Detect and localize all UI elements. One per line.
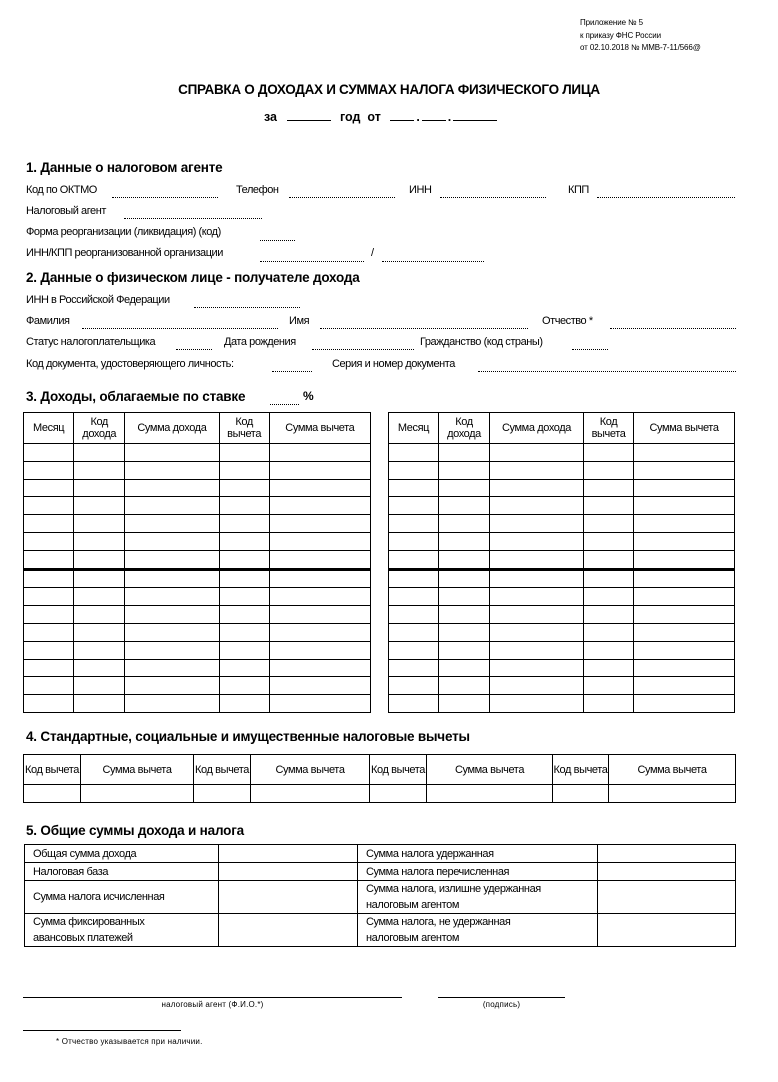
table-cell[interactable] (219, 623, 269, 641)
table-header-row (24, 755, 736, 785)
citizenship-field[interactable] (572, 349, 608, 350)
table-row (24, 695, 371, 713)
table-cell[interactable] (584, 588, 634, 606)
table-cell[interactable] (634, 532, 735, 550)
table-cell[interactable] (490, 659, 584, 677)
table-cell[interactable] (439, 497, 490, 515)
table-cell[interactable] (24, 515, 74, 533)
table-cell[interactable] (219, 588, 269, 606)
table-cell[interactable] (553, 785, 609, 803)
table-row (389, 515, 735, 533)
reorg-form-label: Форма реорганизации (ликвидация) (код) (26, 226, 221, 238)
table-cell[interactable] (74, 532, 125, 550)
section4-heading: 4. Стандартные, социальные и имущественные налоговые вычеты (26, 729, 470, 744)
table-cell[interactable] (439, 532, 490, 550)
table-cell[interactable] (439, 588, 490, 606)
inn-rf-field[interactable] (194, 307, 300, 308)
table-row (24, 461, 371, 479)
col-deduction-sum-1: Сумма вычета (81, 755, 194, 785)
table-cell[interactable] (74, 606, 125, 624)
table-row (389, 695, 735, 713)
table-cell[interactable] (389, 606, 439, 624)
table-cell[interactable] (439, 569, 490, 588)
section3-heading: 3. Доходы, облагаемые по ставке (26, 389, 246, 404)
tax-not-withheld-value[interactable] (598, 914, 736, 947)
table-row (24, 569, 371, 588)
document-title: СПРАВКА О ДОХОДАХ И СУММАХ НАЛОГА ФИЗИЧЕСКОГО ЛИЦА (178, 82, 600, 97)
inn-field[interactable] (440, 197, 546, 198)
table-cell[interactable] (74, 550, 125, 569)
table-cell[interactable] (269, 606, 370, 624)
table-cell[interactable] (269, 588, 370, 606)
table-cell[interactable] (439, 695, 490, 713)
table-cell[interactable] (389, 569, 439, 588)
table-cell[interactable] (389, 461, 439, 479)
table-row (389, 588, 735, 606)
phone-field[interactable] (289, 197, 395, 198)
income-table-right (388, 412, 735, 713)
table-cell[interactable] (125, 515, 219, 533)
table-cell[interactable] (269, 515, 370, 533)
table-cell[interactable] (439, 479, 490, 497)
table-cell[interactable] (269, 659, 370, 677)
totals-row (25, 863, 736, 881)
table-cell[interactable] (24, 606, 74, 624)
kpp-field[interactable] (597, 197, 735, 198)
table-cell[interactable] (584, 677, 634, 695)
table-row (389, 569, 735, 588)
total-income-value[interactable] (219, 845, 358, 863)
table-cell[interactable] (24, 659, 74, 677)
table-cell[interactable] (251, 785, 370, 803)
table-cell[interactable] (74, 497, 125, 515)
table-row (24, 479, 371, 497)
table-cell[interactable] (74, 588, 125, 606)
table-cell[interactable] (269, 532, 370, 550)
table-cell[interactable] (219, 550, 269, 569)
table-cell[interactable] (219, 606, 269, 624)
table-cell[interactable] (74, 461, 125, 479)
table-cell[interactable] (389, 695, 439, 713)
table-cell[interactable] (125, 569, 219, 588)
table-cell[interactable] (219, 641, 269, 659)
table-cell[interactable] (490, 497, 584, 515)
appendix-line-2: к приказу ФНС России (580, 30, 662, 40)
oktmo-field[interactable] (112, 197, 218, 198)
col-month: Месяц (389, 413, 439, 444)
phone-label: Телефон (236, 184, 279, 196)
table-cell[interactable] (74, 641, 125, 659)
slash-separator: / (371, 247, 374, 259)
table-cell[interactable] (490, 515, 584, 533)
table-cell[interactable] (24, 569, 74, 588)
doc-number-label: Серия и номер документа (332, 358, 455, 370)
subtitle-za: за (264, 110, 278, 124)
totals-row (25, 845, 736, 863)
table-cell[interactable] (634, 606, 735, 624)
tax-base-label: Налоговая база (25, 863, 219, 881)
section2-heading: 2. Данные о физическом лице - получателе дохода (26, 270, 360, 285)
section5-heading: 5. Общие суммы дохода и налога (26, 823, 244, 838)
table-cell[interactable] (439, 461, 490, 479)
doc-code-field[interactable] (272, 371, 312, 372)
table-cell[interactable] (219, 497, 269, 515)
table-row (24, 515, 371, 533)
table-cell[interactable] (125, 623, 219, 641)
table-cell[interactable] (389, 497, 439, 515)
table-cell[interactable] (74, 444, 125, 462)
col-deduction-sum-2: Сумма вычета (251, 755, 370, 785)
table-row (24, 606, 371, 624)
reorg-inn-field[interactable] (260, 261, 364, 262)
oktmo-label: Код по ОКТМО (26, 184, 97, 196)
table-cell[interactable] (389, 515, 439, 533)
table-cell[interactable] (125, 550, 219, 569)
tax-transferred-label: Сумма налога перечисленная (358, 863, 598, 881)
table-cell[interactable] (584, 550, 634, 569)
table-cell[interactable] (24, 497, 74, 515)
table-cell[interactable] (634, 515, 735, 533)
inn-rf-label: ИНН в Российской Федерации (26, 294, 170, 306)
table-cell[interactable] (634, 444, 735, 462)
table-row (389, 479, 735, 497)
col-deduction-sum: Сумма вычета (269, 413, 370, 444)
deductions-table (23, 754, 736, 803)
col-deduction-sum-3: Сумма вычета (427, 755, 553, 785)
table-cell[interactable] (269, 695, 370, 713)
table-cell[interactable] (634, 588, 735, 606)
table-cell[interactable] (490, 550, 584, 569)
date-dot: . (416, 110, 420, 124)
tax-withheld-label: Сумма налога удержанная (358, 845, 598, 863)
table-cell[interactable] (584, 515, 634, 533)
section1-heading: 1. Данные о налоговом агенте (26, 160, 223, 175)
table-row (24, 497, 371, 515)
table-cell[interactable] (125, 444, 219, 462)
income-table-left (23, 412, 371, 713)
table-cell[interactable] (269, 550, 370, 569)
percent-sign: % (303, 389, 314, 403)
table-cell[interactable] (634, 641, 735, 659)
agent-name-caption: налоговый агент (Ф.И.О.*) (161, 1000, 264, 1009)
tax-overwithheld-value[interactable] (598, 881, 736, 914)
tax-calculated-value[interactable] (219, 881, 358, 914)
col-income-sum: Сумма дохода (490, 413, 584, 444)
table-cell[interactable] (490, 479, 584, 497)
table-cell[interactable] (24, 588, 74, 606)
table-row (24, 623, 371, 641)
signature-caption: (подпись) (482, 1000, 521, 1009)
table-cell[interactable] (74, 515, 125, 533)
table-cell[interactable] (427, 785, 553, 803)
tax-not-withheld-label: Сумма налога, не удержанная налоговым агентом (358, 914, 598, 947)
reorg-inn-kpp-label: ИНН/КПП реорганизованной организации (26, 247, 223, 259)
col-deduction-code-2: Код вычета (194, 755, 251, 785)
table-cell[interactable] (24, 641, 74, 659)
table-cell[interactable] (389, 550, 439, 569)
table-cell[interactable] (490, 588, 584, 606)
table-cell[interactable] (24, 461, 74, 479)
appendix-line-1: Приложение № 5 (580, 18, 643, 27)
table-cell[interactable] (490, 569, 584, 588)
table-cell[interactable] (439, 677, 490, 695)
table-cell[interactable] (125, 606, 219, 624)
table-cell[interactable] (439, 444, 490, 462)
table-cell[interactable] (219, 695, 269, 713)
table-row (389, 606, 735, 624)
col-deduction-code-3: Код вычета (370, 755, 427, 785)
table-cell[interactable] (24, 695, 74, 713)
totals-row (25, 881, 736, 914)
table-cell[interactable] (219, 569, 269, 588)
table-cell[interactable] (219, 479, 269, 497)
table-row (24, 532, 371, 550)
table-cell[interactable] (125, 479, 219, 497)
table-cell[interactable] (584, 479, 634, 497)
table-cell[interactable] (269, 569, 370, 588)
table-row (389, 659, 735, 677)
birthdate-label: Дата рождения (224, 336, 296, 348)
table-row (24, 550, 371, 569)
table-cell[interactable] (389, 677, 439, 695)
table-cell[interactable] (584, 444, 634, 462)
patronymic-field[interactable] (610, 328, 736, 329)
col-income-code: Код дохода (439, 413, 490, 444)
table-cell[interactable] (584, 659, 634, 677)
tax-withheld-value[interactable] (598, 845, 736, 863)
table-cell[interactable] (490, 606, 584, 624)
table-row (389, 623, 735, 641)
reorg-form-field[interactable] (260, 240, 295, 241)
table-cell[interactable] (439, 606, 490, 624)
col-deduction-sum: Сумма вычета (634, 413, 735, 444)
table-cell[interactable] (634, 461, 735, 479)
table-cell[interactable] (219, 659, 269, 677)
col-deduction-sum-4: Сумма вычета (609, 755, 736, 785)
citizenship-label: Гражданство (код страны) (420, 336, 543, 348)
table-cell[interactable] (490, 444, 584, 462)
table-cell[interactable] (219, 461, 269, 479)
table-cell[interactable] (194, 785, 251, 803)
table-cell[interactable] (490, 677, 584, 695)
table-cell[interactable] (439, 641, 490, 659)
subtitle-god-ot: год от (339, 110, 381, 124)
table-cell[interactable] (634, 497, 735, 515)
table-header-row (389, 413, 735, 444)
table-cell[interactable] (634, 677, 735, 695)
appendix-line-3: от 02.10.2018 № ММВ-7-11/566@ (580, 43, 701, 52)
tax-base-value[interactable] (219, 863, 358, 881)
table-cell[interactable] (634, 479, 735, 497)
birthdate-field[interactable] (312, 349, 414, 350)
table-cell[interactable] (439, 659, 490, 677)
table-row (389, 497, 735, 515)
year-field[interactable] (287, 106, 331, 121)
table-cell[interactable] (81, 785, 194, 803)
table-cell[interactable] (439, 550, 490, 569)
table-cell[interactable] (74, 569, 125, 588)
table-cell[interactable] (269, 641, 370, 659)
agent-field[interactable] (124, 218, 262, 219)
table-cell[interactable] (125, 641, 219, 659)
fixed-advance-label: Сумма фиксированных авансовых платежей (25, 914, 219, 947)
tax-transferred-value[interactable] (598, 863, 736, 881)
doc-code-label: Код документа, удостоверяющего личность: (26, 358, 234, 370)
table-cell[interactable] (490, 532, 584, 550)
document-subtitle (264, 106, 497, 124)
table-cell[interactable] (125, 532, 219, 550)
table-cell[interactable] (584, 606, 634, 624)
table-row (24, 641, 371, 659)
table-cell[interactable] (219, 677, 269, 695)
name-field[interactable] (320, 328, 528, 329)
table-cell[interactable] (24, 550, 74, 569)
table-cell[interactable] (584, 569, 634, 588)
agent-label: Налоговый агент (26, 205, 106, 217)
col-deduction-code: Код вычета (584, 413, 634, 444)
table-cell[interactable] (370, 785, 427, 803)
table-cell[interactable] (584, 641, 634, 659)
col-deduction-code: Код вычета (219, 413, 269, 444)
table-cell[interactable] (269, 497, 370, 515)
date-dot: . (447, 110, 452, 124)
table-cell[interactable] (269, 479, 370, 497)
totals-row (25, 914, 736, 947)
doc-number-field[interactable] (478, 371, 736, 372)
fixed-advance-value[interactable] (219, 914, 358, 947)
table-cell[interactable] (584, 695, 634, 713)
table-row (389, 641, 735, 659)
table-cell[interactable] (389, 659, 439, 677)
table-cell[interactable] (389, 588, 439, 606)
table-cell[interactable] (634, 659, 735, 677)
kpp-label: КПП (568, 184, 589, 196)
table-cell[interactable] (219, 444, 269, 462)
status-field[interactable] (176, 349, 212, 350)
col-deduction-code-4: Код вычета (553, 755, 609, 785)
table-cell[interactable] (584, 461, 634, 479)
table-cell[interactable] (389, 623, 439, 641)
inn-label: ИНН (409, 184, 432, 196)
name-label: Имя (289, 315, 310, 327)
total-income-label: Общая сумма дохода (25, 845, 219, 863)
table-cell[interactable] (24, 444, 74, 462)
table-row (24, 588, 371, 606)
table-cell[interactable] (125, 497, 219, 515)
table-row (24, 677, 371, 695)
table-cell[interactable] (269, 444, 370, 462)
table-cell[interactable] (584, 532, 634, 550)
col-income-code: Код дохода (74, 413, 125, 444)
col-month: Месяц (24, 413, 74, 444)
footnote: * Отчество указывается при наличии. (56, 1037, 203, 1046)
table-cell[interactable] (269, 623, 370, 641)
tax-calculated-label: Сумма налога исчисленная (25, 881, 219, 914)
table-cell[interactable] (389, 641, 439, 659)
table-cell[interactable] (74, 659, 125, 677)
table-cell[interactable] (125, 461, 219, 479)
table-cell[interactable] (490, 623, 584, 641)
col-income-sum: Сумма дохода (125, 413, 219, 444)
table-cell[interactable] (389, 532, 439, 550)
table-cell[interactable] (219, 532, 269, 550)
surname-field[interactable] (82, 328, 278, 329)
table-row (24, 444, 371, 462)
table-cell[interactable] (74, 677, 125, 695)
table-cell[interactable] (24, 532, 74, 550)
table-row (24, 659, 371, 677)
table-cell[interactable] (125, 695, 219, 713)
table-row (389, 677, 735, 695)
table-cell[interactable] (125, 659, 219, 677)
surname-label: Фамилия (26, 315, 70, 327)
table-cell[interactable] (389, 444, 439, 462)
footnote-divider (23, 1030, 181, 1031)
table-cell[interactable] (389, 479, 439, 497)
table-cell[interactable] (74, 479, 125, 497)
table-cell[interactable] (125, 677, 219, 695)
table-cell[interactable] (609, 785, 736, 803)
table-cell[interactable] (125, 588, 219, 606)
table-cell[interactable] (584, 623, 634, 641)
table-cell[interactable] (490, 695, 584, 713)
patronymic-label: Отчество * (542, 315, 593, 327)
table-cell[interactable] (634, 569, 735, 588)
table-row (389, 532, 735, 550)
date-day-field[interactable] (390, 106, 414, 121)
table-cell[interactable] (439, 515, 490, 533)
agent-name-line[interactable] (23, 997, 402, 998)
table-cell[interactable] (634, 695, 735, 713)
rate-field[interactable] (270, 404, 299, 405)
table-cell[interactable] (584, 497, 634, 515)
reorg-kpp-field[interactable] (382, 261, 484, 262)
table-cell[interactable] (269, 677, 370, 695)
status-label: Статус налогоплательщика (26, 336, 156, 348)
table-cell[interactable] (24, 623, 74, 641)
table-cell[interactable] (74, 623, 125, 641)
signature-line[interactable] (438, 997, 565, 998)
tax-overwithheld-label: Сумма налога, излишне удержанная налоговым агентом (358, 881, 598, 914)
table-cell[interactable] (219, 515, 269, 533)
table-row (389, 461, 735, 479)
table-cell[interactable] (24, 677, 74, 695)
table-cell[interactable] (24, 785, 81, 803)
appendix-note (580, 17, 701, 55)
table-row (24, 785, 736, 803)
table-cell[interactable] (634, 623, 735, 641)
table-cell[interactable] (634, 550, 735, 569)
table-row (389, 444, 735, 462)
table-row (389, 550, 735, 569)
date-month-field[interactable] (422, 106, 446, 121)
col-deduction-code-1: Код вычета (24, 755, 81, 785)
table-cell[interactable] (490, 641, 584, 659)
table-cell[interactable] (439, 623, 490, 641)
table-cell[interactable] (74, 695, 125, 713)
table-cell[interactable] (24, 479, 74, 497)
table-header-row (24, 413, 371, 444)
table-cell[interactable] (269, 461, 370, 479)
date-year-field[interactable] (453, 106, 497, 121)
table-cell[interactable] (490, 461, 584, 479)
totals-table (24, 844, 736, 947)
